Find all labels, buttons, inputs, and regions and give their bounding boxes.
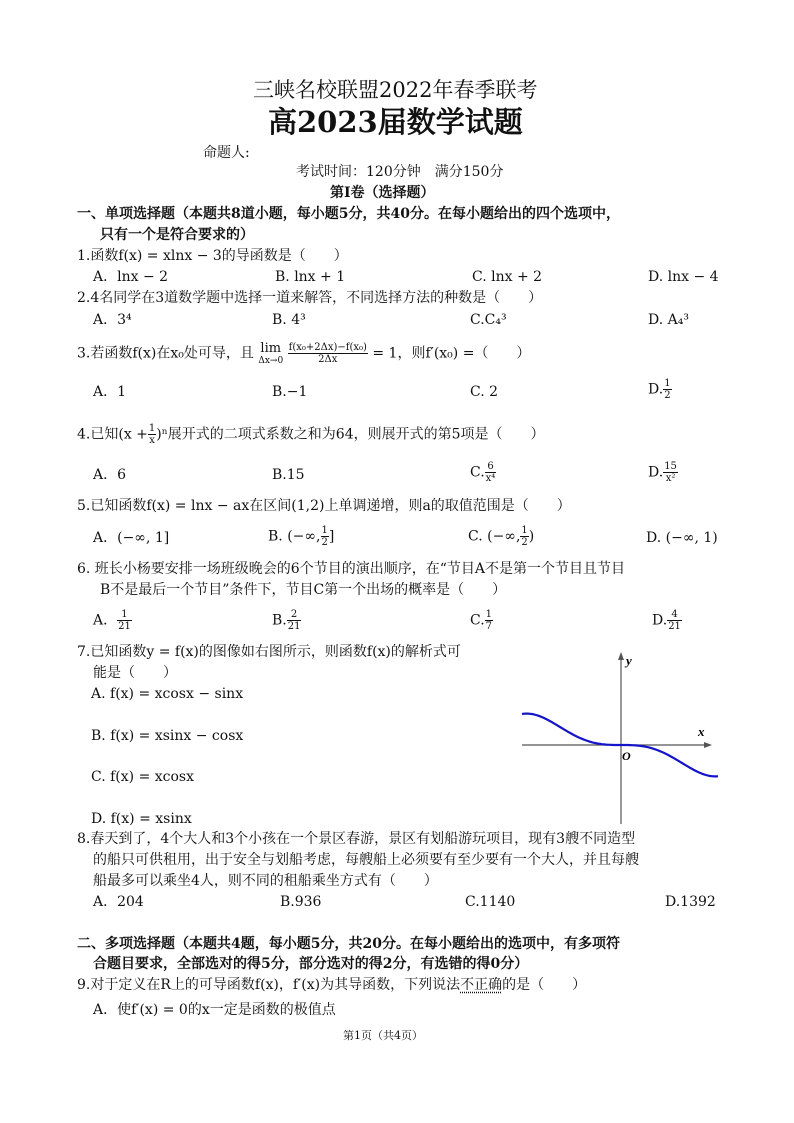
q4-option-b: B.15: [272, 467, 305, 483]
q3-limit: [258, 342, 283, 368]
q6-stem-line2: B不是最后一个节目”条件下，节目C第一个出场的概率是（ ）: [100, 582, 507, 598]
frac-num: 6: [485, 461, 497, 473]
q5-option-c: [468, 525, 534, 548]
q1-option-a: A．lnx − 2: [93, 269, 169, 285]
frac-den: x: [149, 435, 155, 446]
q1-option-b: B. lnx + 1: [275, 269, 346, 285]
function-graph: [520, 648, 720, 826]
q6-option-d-label: D.: [652, 612, 668, 629]
volume-label: 第I卷（选择题）: [330, 185, 435, 201]
frac-num: 1: [148, 423, 156, 434]
q7-stem-line1: 7.已知函数y = f(x)的图像如右图所示，则函数f(x)的解析式可: [77, 644, 461, 660]
q4-stem: [77, 423, 545, 446]
q7-option-c: C. f(x) = xcosx: [91, 769, 194, 785]
q9-stem-part1: 9.对于定义在R上的可导函数f(x)，f′(x)为其导函数，下列说法: [77, 977, 461, 993]
q9-stem-part2: 的是（ ）: [502, 977, 587, 993]
q9-stem: [77, 976, 586, 994]
frac-den: x²: [665, 473, 676, 484]
q7-option-b: B. f(x) = xsinx − cosx: [91, 728, 244, 744]
q5-option-d: D. (−∞, 1): [646, 530, 718, 546]
q3-option-d: [648, 378, 672, 401]
y-axis-label: y: [626, 653, 632, 668]
x-axis-label: x: [698, 724, 705, 739]
q5-option-c-end: ): [528, 528, 535, 545]
q8-option-b: B.936: [280, 894, 322, 910]
q7-option-a: A. f(x) = xcosx − sinx: [91, 686, 244, 702]
origin-label: O: [622, 749, 631, 763]
q4-stem-part2: )ⁿ展开式的二项式系数之和为64，则展开式的第5项是（ ）: [156, 426, 545, 443]
q3-limit-word: lim: [260, 341, 282, 356]
q3-difference-quotient: [288, 342, 368, 365]
q6-option-a: [93, 609, 132, 632]
q2-option-b: B. 4³: [272, 312, 306, 328]
frac-den: 21: [118, 621, 131, 632]
q3-limit-sub: Δx→0: [258, 356, 284, 366]
q6-option-a-label: A．: [93, 612, 118, 629]
paper-title: 高2023届数学试题: [268, 105, 523, 139]
author-label: 命题人:: [203, 145, 250, 161]
q5-option-b: [268, 525, 334, 548]
section2-heading-line1: 二、多项选择题（本题共4题，每小题5分，共20分。在每小题给出的选项中，有多项符: [77, 936, 620, 952]
q6-option-c-label: C.: [470, 612, 485, 629]
q2-option-d: D. A₄³: [648, 312, 689, 328]
q4-option-d-fraction: [663, 461, 678, 484]
q8-stem-line2: 的船只可供租用，出于安全与划船考虑，每艘船上必须要有至少要有一个大人，并且每艘: [93, 852, 639, 868]
q8-stem-line1: 8.春天到了，4个大人和3个小孩在一个景区春游，景区有划船游玩项目，现有3艘不同造型: [77, 831, 636, 847]
q6-option-a-fraction: [117, 609, 132, 632]
q1-option-d: D. lnx − 4: [648, 269, 719, 285]
frac-num: 15: [664, 461, 677, 472]
q9-option-a: A．使f′(x) = 0的x一定是函数的极值点: [93, 1002, 336, 1018]
q7-option-d: D. f(x) = xsinx: [91, 811, 192, 827]
q6-option-b: [272, 609, 301, 632]
frac-den: 2: [321, 537, 328, 548]
q5-option-b-end: ]: [328, 528, 335, 545]
q1-option-c: C. lnx + 2: [472, 269, 543, 285]
q3-stem-part2: = 1，则f′(x₀) =（ ）: [372, 345, 531, 362]
q3-denominator: 2Δx: [318, 354, 338, 365]
frac-num: 4: [667, 609, 682, 621]
q5-stem: 5.已知函数f(x) = lnx − ax在区间(1,2)上单调递增，则a的取值范围是（ ）: [77, 498, 571, 514]
q9-stem-emphasis: 不正确: [460, 977, 503, 993]
frac-num: 1: [117, 609, 132, 621]
frac-den: 21: [287, 621, 301, 632]
frac-den: 2: [664, 390, 671, 401]
frac-den: 21: [668, 621, 681, 632]
q4-option-d: [648, 461, 678, 484]
frac-num: 1: [521, 525, 528, 536]
q6-option-d: [652, 609, 682, 632]
q5-option-b-label: B. (−∞,: [268, 528, 321, 545]
q5-option-c-fraction: [520, 525, 528, 548]
page-footer: 第1页（共4页）: [343, 1029, 423, 1042]
q1-stem: 1.函数f(x) = xlnx − 3的导函数是（ ）: [77, 248, 348, 264]
q8-option-c: C.1140: [465, 894, 516, 910]
q2-option-c: C.C₄³: [470, 312, 507, 328]
frac-den: 7: [485, 621, 493, 632]
q4-option-c: [470, 461, 496, 484]
section1-heading-line2: 只有一个是符合要求的）: [100, 227, 254, 243]
q4-option-a: A．6: [93, 467, 127, 483]
q3-option-a: A．1: [93, 384, 127, 400]
section1-heading-line1: 一、单项选择题（本题共8道小题，每小题5分，共40分。在每小题给出的四个选项中，: [77, 206, 620, 222]
q4-option-c-fraction: [485, 461, 497, 484]
frac-num: 1: [485, 609, 493, 620]
q8-stem-line3: 船最多可以乘坐4人，则不同的租船乘坐方式有（ ）: [93, 873, 438, 889]
q3-option-d-fraction: [663, 378, 671, 401]
q8-option-d: D.1392: [665, 894, 716, 910]
q6-option-c-fraction: [485, 609, 493, 632]
exam-title: 三峡名校联盟2022年春季联考: [253, 78, 538, 102]
exam-info: 考试时间：120分钟 满分150分: [296, 164, 504, 180]
q3-numerator: f(x₀+2Δx)−f(x₀): [288, 342, 367, 353]
q8-option-a: A．204: [93, 894, 144, 910]
q5-option-a: A．(−∞, 1]: [93, 530, 170, 546]
q7-stem-line2: 能是（ ）: [93, 665, 177, 681]
q3-stem-part1: 3.若函数f(x)在x₀处可导，且: [77, 345, 254, 362]
q6-option-b-label: B.: [272, 612, 287, 629]
x-axis-arrow-icon: [704, 742, 712, 748]
q6-option-d-fraction: [667, 609, 682, 632]
frac-den: x⁴: [485, 473, 496, 484]
q6-option-b-fraction: [287, 609, 302, 632]
q5-option-b-fraction: [321, 525, 329, 548]
q6-stem-line1: 6. 班长小杨要安排一场班级晚会的6个节目的演出顺序，在“节目A不是第一个节目且节目: [77, 561, 625, 577]
frac-num: 2: [287, 609, 302, 621]
frac-den: 2: [521, 537, 528, 548]
q4-option-d-label: D.: [648, 464, 664, 481]
q3-stem: [77, 342, 530, 368]
q3-option-b: B.−1: [272, 384, 308, 400]
frac-num: 1: [321, 525, 328, 536]
q4-option-c-label: C.: [470, 464, 485, 481]
y-axis-arrow-icon: [618, 652, 624, 660]
q6-option-c: [470, 609, 493, 632]
q2-option-a: A．3⁴: [93, 312, 132, 328]
q4-stem-part1: 4.已知(x +: [77, 426, 148, 443]
q5-option-c-label: C. (−∞,: [468, 528, 521, 545]
q3-option-d-label: D.: [648, 381, 664, 398]
q3-option-c: C. 2: [470, 384, 499, 400]
frac-num: 1: [664, 378, 671, 389]
q2-stem: 2.4名同学在3道数学题中选择一道来解答，不同选择方法的种数是（ ）: [77, 290, 543, 306]
section2-heading-line2: 合题目要求，全部选对的得5分，部分选对的得2分，有选错的得0分）: [93, 956, 529, 972]
